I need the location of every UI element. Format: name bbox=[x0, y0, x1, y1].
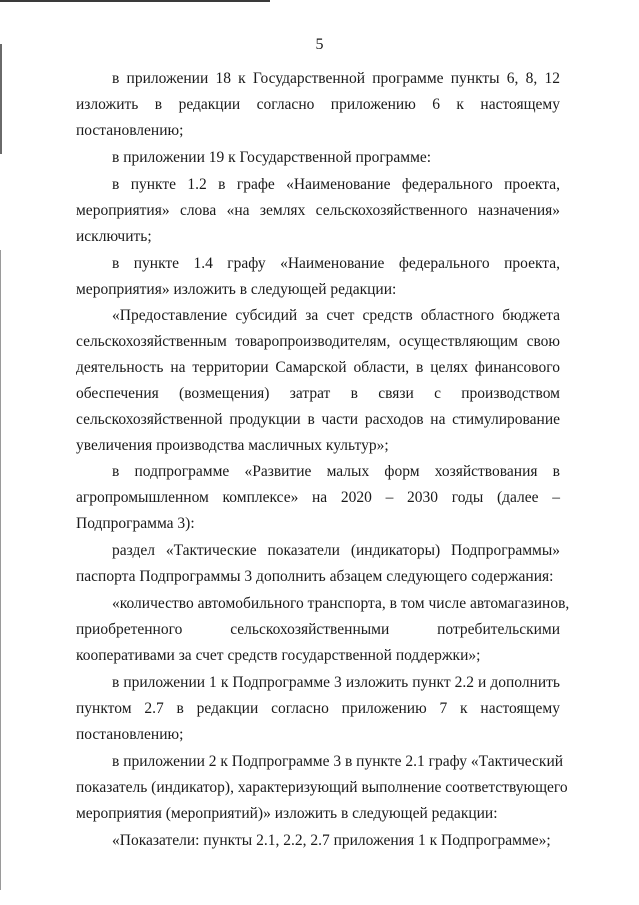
scan-edge-left-lower bbox=[0, 250, 1, 890]
text-line: в приложении 19 к Государственной программе: bbox=[112, 149, 432, 166]
text-line: постановлению; bbox=[76, 122, 184, 139]
text-line: обеспечения (возмещения) затрат в связи с производством bbox=[76, 385, 560, 402]
text-line: паспорта Подпрограммы 3 дополнить абзацем следующего содержания: bbox=[76, 568, 554, 585]
text-line: «Показатели: пункты 2.1, 2.2, 2.7 приложения 1 к Подпрограмме»; bbox=[112, 832, 551, 849]
scan-edge-top bbox=[0, 0, 270, 2]
text-line: Подпрограмма 3): bbox=[76, 515, 195, 532]
text-line: пунктом 2.7 в редакции согласно приложению 7 к настоящему bbox=[76, 700, 560, 717]
text-line: раздел «Тактические показатели (индикаторы) Подпрограммы» bbox=[112, 542, 560, 559]
text-line: в приложении 2 к Подпрограмме 3 в пункте 2.1 графу «Тактический bbox=[112, 753, 564, 770]
text-line: мероприятия (мероприятий)» изложить в следующей редакции: bbox=[76, 805, 498, 822]
text-line: в приложении 1 к Подпрограмме 3 изложить пункт 2.2 и дополнить bbox=[112, 674, 560, 691]
text-line: сельскохозяйственным товаропроизводителям, осуществляющим свою bbox=[76, 333, 560, 350]
text-line: мероприятия» изложить в следующей редакции: bbox=[76, 281, 397, 298]
scan-edge-left bbox=[0, 44, 2, 154]
text-line: в пункте 1.4 графу «Наименование федерального проекта, bbox=[112, 255, 560, 272]
page-number: 5 bbox=[315, 36, 324, 53]
text-line: в подпрограмме «Развитие малых форм хозяйствования в bbox=[112, 463, 560, 480]
text-line: агропромышленном комплексе» на 2020 – 2030 годы (далее – bbox=[76, 489, 560, 506]
text-line: постановлению; bbox=[76, 726, 184, 743]
text-line: изложить в редакции согласно приложению 6 к настоящему bbox=[76, 96, 560, 113]
text-line: в приложении 18 к Государственной программе пункты 6, 8, 12 bbox=[112, 70, 560, 87]
text-line: «количество автомобильного транспорта, в том числе автомагазинов, bbox=[112, 595, 570, 612]
text-line: мероприятия» слова «на землях сельскохозяйственного назначения» bbox=[76, 202, 560, 219]
text-line: увеличения производства масличных культур»; bbox=[76, 437, 389, 454]
text-line: деятельность на территории Самарской области, в целях финансового bbox=[76, 359, 560, 376]
text-line: исключить; bbox=[76, 228, 152, 245]
text-line: в пункте 1.2 в графе «Наименование федерального проекта, bbox=[112, 176, 560, 193]
text-line: приобретенного сельскохозяйственными потребительскими bbox=[76, 621, 560, 638]
text-line: кооперативами за счет средств государственной поддержки»; bbox=[76, 647, 481, 664]
text-line: сельскохозяйственной продукции в части расходов на стимулирование bbox=[76, 411, 560, 428]
text-line: показатель (индикатор), характеризующий выполнение соответствующего bbox=[76, 779, 568, 796]
text-line: «Предоставление субсидий за счет средств областного бюджета bbox=[112, 307, 560, 324]
